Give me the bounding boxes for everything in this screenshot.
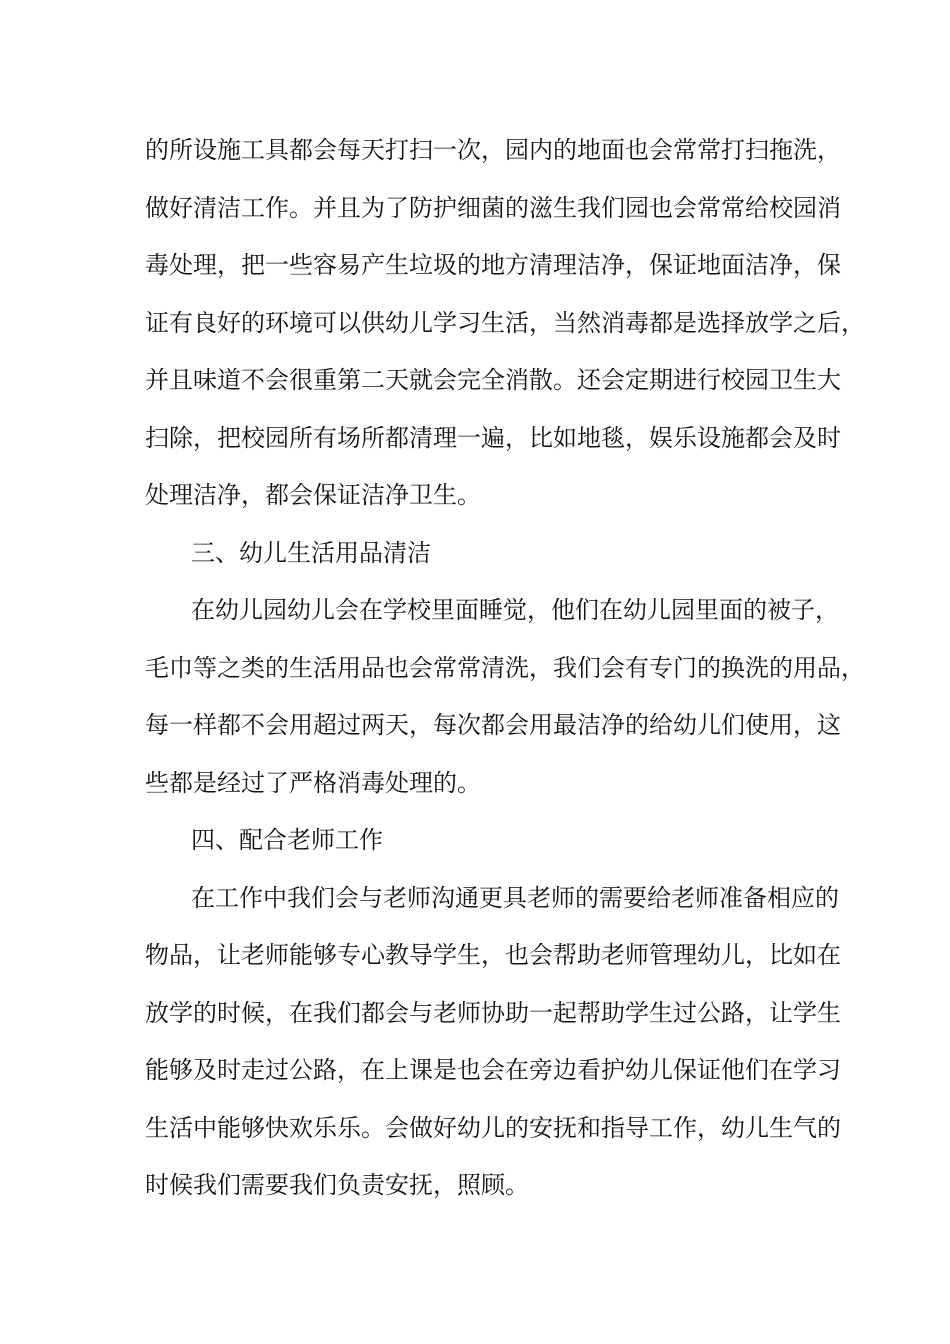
paragraph-line: 物品，让老师能够专心教导学生，也会帮助老师管理幼儿，比如在 bbox=[145, 941, 841, 969]
paragraph-line: 每一样都不会用超过两天，每次都会用最洁净的给幼儿们使用，这 bbox=[145, 711, 841, 739]
section-heading-4: 四、配合老师工作 bbox=[191, 826, 383, 854]
paragraph-line: 些都是经过了严格消毒处理的。 bbox=[145, 768, 481, 797]
paragraph-line: 证有良好的环境可以供幼儿学习生活，当然消毒都是选择放学之后， bbox=[145, 308, 865, 337]
paragraph-line: 放学的时候，在我们都会与老师协助一起帮助学生过公路，让学生 bbox=[145, 998, 841, 1027]
paragraph-line: 在工作中我们会与老师沟通更具老师的需要给老师准备相应的 bbox=[191, 883, 839, 912]
paragraph-line: 做好清洁工作。并且为了防护细菌的滋生我们园也会常常给校园消 bbox=[145, 193, 841, 222]
paragraph-line: 扫除，把校园所有场所都清理一遍，比如地毯，娱乐设施都会及时 bbox=[145, 423, 841, 452]
paragraph-line: 并且味道不会很重第二天就会完全消散。还会定期进行校园卫生大 bbox=[145, 366, 841, 394]
paragraph-line: 能够及时走过公路，在上课是也会在旁边看护幼儿保证他们在学习 bbox=[145, 1056, 841, 1084]
paragraph-line: 毛巾等之类的生活用品也会常常清洗，我们会有专门的换洗的用品， bbox=[145, 653, 865, 682]
paragraph-line: 的所设施工具都会每天打扫一次，园内的地面也会常常打扫拖洗， bbox=[145, 136, 841, 164]
paragraph-line: 处理洁净，都会保证洁净卫生。 bbox=[145, 481, 481, 509]
paragraph-line: 在幼儿园幼儿会在学校里面睡觉，他们在幼儿园里面的被子， bbox=[191, 596, 839, 624]
section-heading-3: 三、幼儿生活用品清洁 bbox=[191, 538, 431, 567]
paragraph-line: 生活中能够快欢乐乐。会做好幼儿的安抚和指导工作，幼儿生气的 bbox=[145, 1113, 841, 1142]
paragraph-line: 毒处理，把一些容易产生垃圾的地方清理洁净，保证地面洁净，保 bbox=[145, 251, 841, 279]
document-body bbox=[145, 122, 865, 1215]
paragraph-line: 时候我们需要我们负责安抚，照顾。 bbox=[145, 1171, 529, 1199]
